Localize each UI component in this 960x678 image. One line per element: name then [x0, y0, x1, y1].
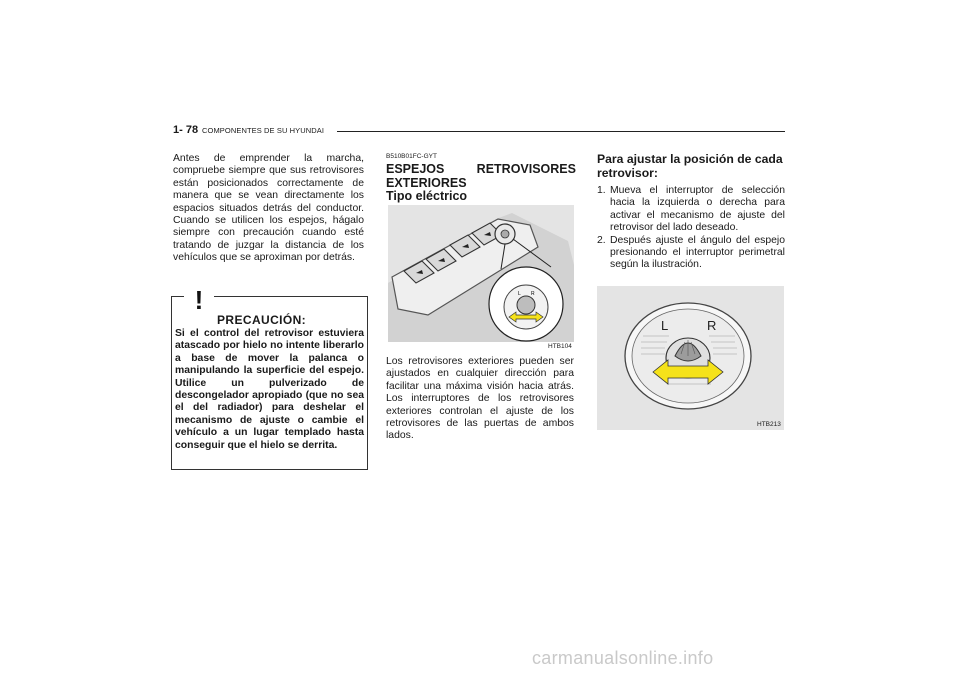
intro-paragraph: Antes de emprender la marcha, compruebe siempre que sus retrovisores están posicionados correctamente de manera que se vean directamente los espacios situados detrás del conductor. Cuando se utilicen los espejos, hágalo siempre con precaución cuando esté tratando de juzgar la distancia de los vehículos que se aproximan por detrás.	[173, 153, 364, 264]
page-number: 1- 78	[173, 124, 199, 136]
step-text: Mueva el interruptor de selección hacia la izquierda o derecha para activar el mecanismo de ajuste del retrovisor del lado deseado.	[610, 185, 785, 234]
section-heading	[386, 163, 576, 204]
warning-text: Si el control del retrovisor estuviera atascado por hielo no intente liberarlo a base de mover la palanca o manipulando la superficie del espejo. Utilice un pulverizado de descongelador apropiado (que no sea el del radiador) para deshelar el mecanismo de ajuste o cambie el vehículo a un lugar templado hasta conseguir que el hielo se derrita.	[175, 328, 364, 451]
mirror-label-r: R	[707, 318, 717, 333]
watermark: carmanualsonline.info	[532, 648, 714, 668]
page-header	[173, 124, 785, 138]
exclamation-icon	[184, 285, 214, 313]
heading-line-1: ESPEJOS RETROVISORES	[386, 162, 576, 176]
step-text: Después ajuste el ángulo del espejo presionando el interruptor perimetral según la ilustración.	[610, 234, 785, 271]
section-title: COMPONENTES DE SU HYUNDAI	[202, 126, 325, 135]
mirror-label-l: L	[661, 318, 669, 333]
steps-list	[597, 185, 785, 272]
door-switch-illustration	[388, 205, 574, 342]
svg-text:!: !	[194, 285, 204, 313]
step-number: 1.	[597, 185, 606, 196]
mirror-switch-illustration	[597, 286, 784, 430]
step-number: 2.	[597, 234, 606, 246]
header-rule	[337, 131, 785, 132]
figure-caption-htb213: HTB213	[757, 421, 781, 428]
heading-line-2: EXTERIORES	[386, 175, 467, 190]
warning-box	[171, 285, 368, 470]
warning-title: PRECAUCIÓN:	[217, 313, 307, 327]
switch-label-l: L	[518, 291, 521, 297]
doc-code: B510B01FC-GYT	[386, 153, 437, 160]
mirrors-paragraph: Los retrovisores exteriores pueden ser ajustados en cualquier dirección para facilitar una máxima visión hacia atrás. Los interruptores de los retrovisores exteriores controlan el ajuste de los retrovisores de las puertas de ambos lados.	[386, 356, 574, 442]
figure-caption-htb104: HTB104	[548, 343, 572, 350]
switch-label-r: R	[531, 291, 535, 297]
list-item	[597, 235, 785, 272]
adjust-heading: Para ajustar la posición de cada retrovisor:	[597, 152, 783, 180]
heading-line-3: Tipo eléctrico	[386, 189, 468, 203]
list-item	[597, 185, 785, 235]
